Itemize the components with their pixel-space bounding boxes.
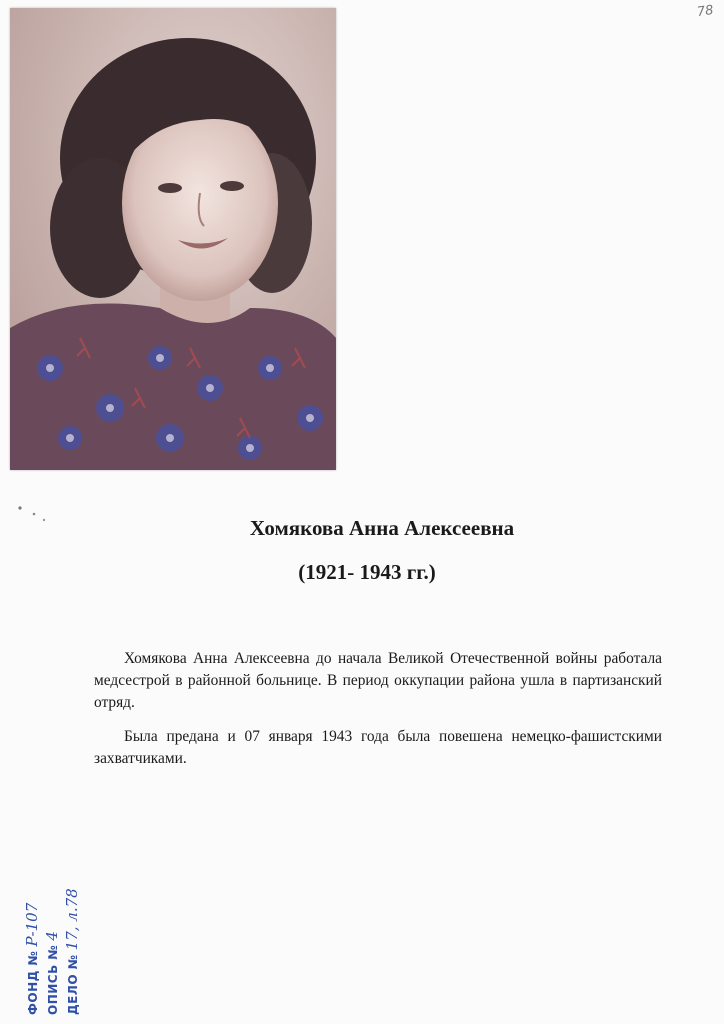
person-years: (1921- 1943 гг.) (298, 560, 436, 584)
stamp-fond-value: Р-107 (23, 902, 41, 947)
archive-stamp (22, 840, 102, 1015)
biography-paragraph: Хомякова Анна Алексеевна до начала Великой Отечественной войны работала медсестрой в районной больнице. В период оккупации района ушла в партизанский отряд. (94, 650, 662, 711)
portrait-photo (10, 8, 336, 470)
stamp-opis-value: 4 (43, 931, 61, 941)
stamp-opis-line (42, 840, 62, 1015)
person-name-heading: Хомякова Анна Алексеевна (249, 516, 515, 540)
biography-paragraph: Была предана и 07 января 1943 года была повешена немецко-фашистскими захватчиками. (94, 728, 662, 767)
stamp-delo-value: 17, л.78 (63, 888, 81, 951)
stamp-fond-line (22, 840, 42, 1015)
stamp-delo-label: ДЕЛО № (66, 954, 80, 1015)
stamp-delo-line (62, 840, 82, 1015)
portrait-photo-icon (10, 8, 336, 470)
page-number: 78 (696, 2, 715, 21)
biography-text (94, 648, 662, 782)
stamp-opis-label: ОПИСЬ № (46, 944, 60, 1015)
stamp-fond-label: ФОНД № (26, 950, 40, 1015)
